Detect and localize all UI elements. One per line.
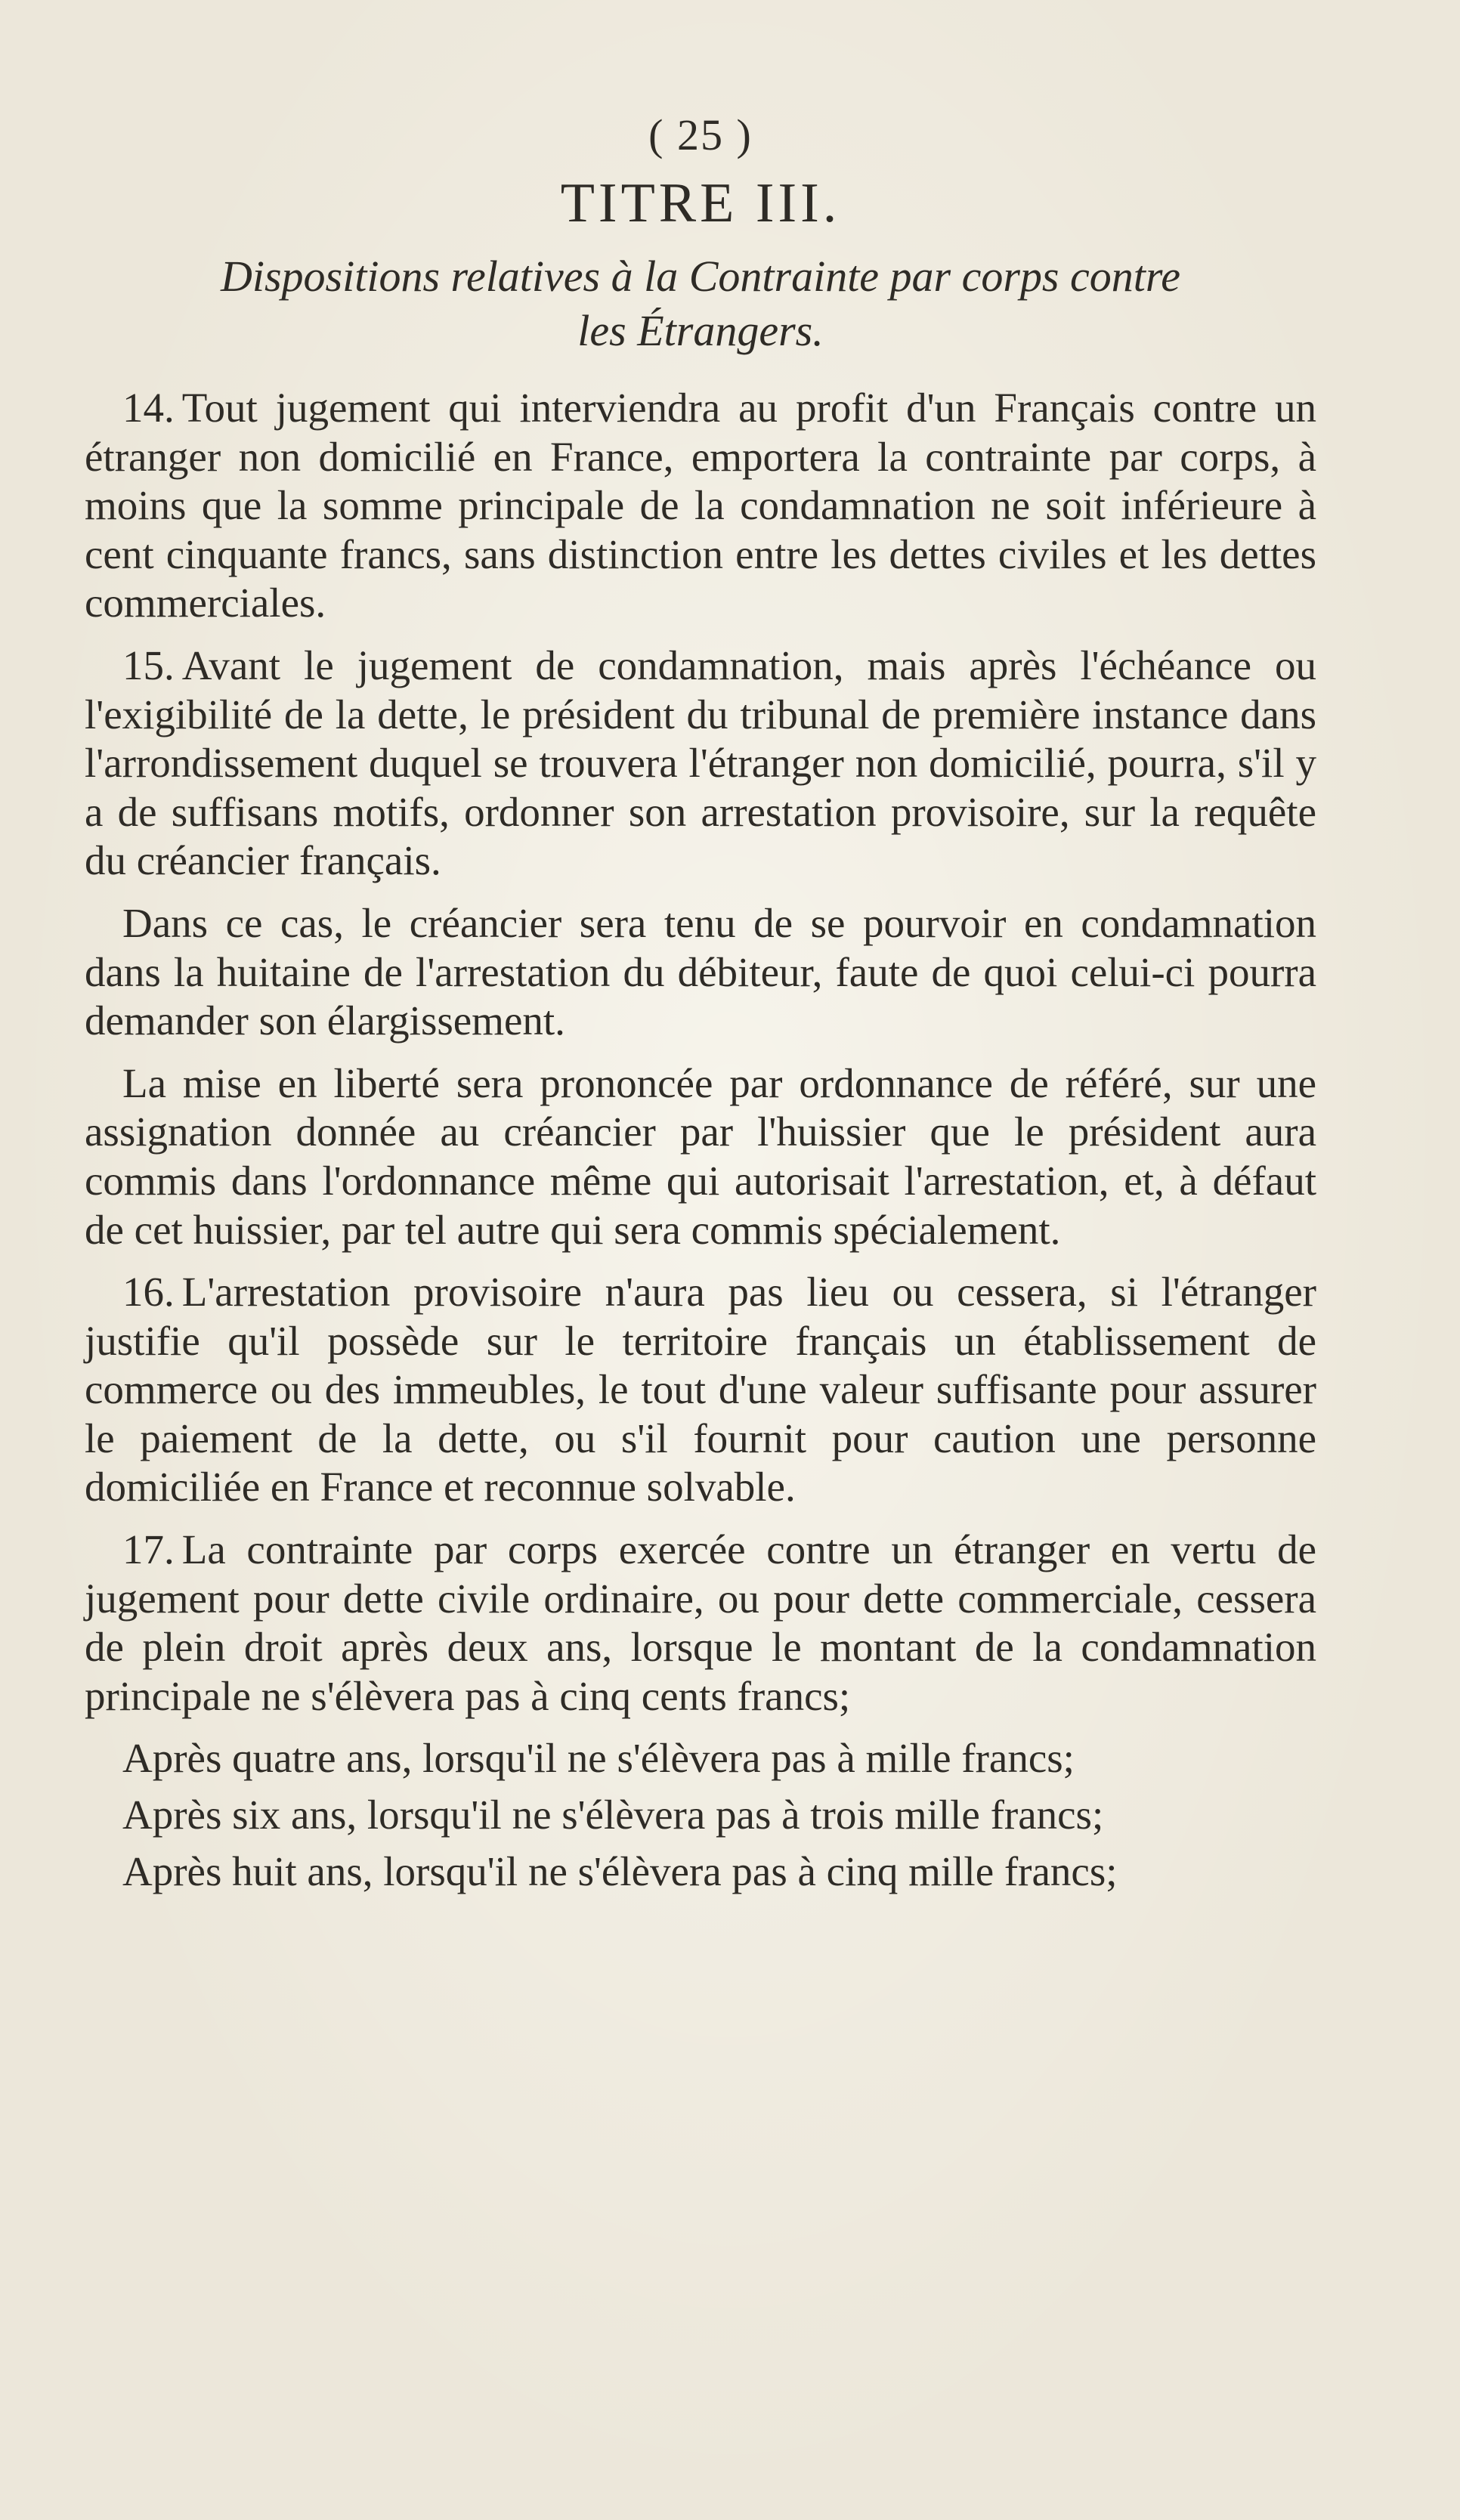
article-text: Tout jugement qui interviendra au profit d'un Français contre un étranger non domicilié en France, emportera la contrainte par corps, à moins que la somme principale de la condamnation ne soit inférieure à cent cinquante francs, sans distinction entre les dettes civiles et les dettes commerciales. <box>85 385 1316 626</box>
clause-line: Après six ans, lorsqu'il ne s'élèvera pas à trois mille francs; <box>122 1792 1104 1838</box>
article-text: Avant le jugement de condamnation, mais après l'échéance ou l'exigibilité de la dette, le président du tribunal de première instance dans l'arrondissement duquel se trouvera l'étranger non domicilié, pourra, s'il y a de suffisans motifs, ordonner son arrestation provisoire, sur la requête du créancier français. <box>85 642 1316 884</box>
article-16 <box>85 1268 1316 1512</box>
page-text-block <box>85 106 1316 1903</box>
page-number: ( 25 ) <box>648 110 753 159</box>
article-number: 15. <box>122 642 175 688</box>
article-number: 16. <box>122 1269 175 1316</box>
article-number: 17. <box>122 1526 175 1573</box>
article-14 <box>85 384 1316 628</box>
subtitle-line-2: les Étrangers. <box>577 306 824 355</box>
article-number: 14. <box>122 385 175 431</box>
section-subtitle <box>85 249 1316 358</box>
article-text: L'arrestation provisoire n'aura pas lieu ou cessera, si l'étranger justifie qu'il possède sur le territoire français un établissement de commerce ou des immeubles, le tout d'une valeur suffisante pour assurer le paiement de la dette, ou s'il fournit pour caution une personne domiciliée en France et reconnue solvable. <box>85 1269 1316 1510</box>
clause-line: Après quatre ans, lorsqu'il ne s'élèvera pas à mille francs; <box>122 1735 1075 1782</box>
paragraph-text: La mise en liberté sera prononcée par ordonnance de référé, sur une assignation donnée au créancier par l'huissier que le président aura commis dans l'ordonnance même qui autorisait l'arrestation, et, à défaut de cet huissier, par tel autre qui sera commis spécialement. <box>85 1059 1316 1253</box>
article-15-paragraph-2 <box>85 899 1316 1046</box>
article-text: La contrainte par corps exercée contre un étranger en vertu de jugement pour dette civile ordinaire, ou pour dette commerciale, cessera de plein droit après deux ans, lorsque le montant de la condamnation principale ne s'élèvera pas à cinq cents francs; <box>85 1526 1316 1719</box>
article-15-paragraph-3 <box>85 1059 1316 1254</box>
paragraph-text: Dans ce cas, le créancier sera tenu de se pourvoir en condamnation dans la huitaine de l'arrestation du débiteur, faute de quoi celui-ci pourra demander son élargissement. <box>85 899 1316 1044</box>
page-title: TITRE III. <box>560 172 841 234</box>
subtitle-line-1: Dispositions relatives à la Contrainte par corps contre <box>220 252 1181 301</box>
article-15 <box>85 642 1316 886</box>
article-17 <box>85 1526 1316 1721</box>
clause-line: Après huit ans, lorsqu'il ne s'élèvera pas à cinq mille francs; <box>122 1847 1118 1894</box>
